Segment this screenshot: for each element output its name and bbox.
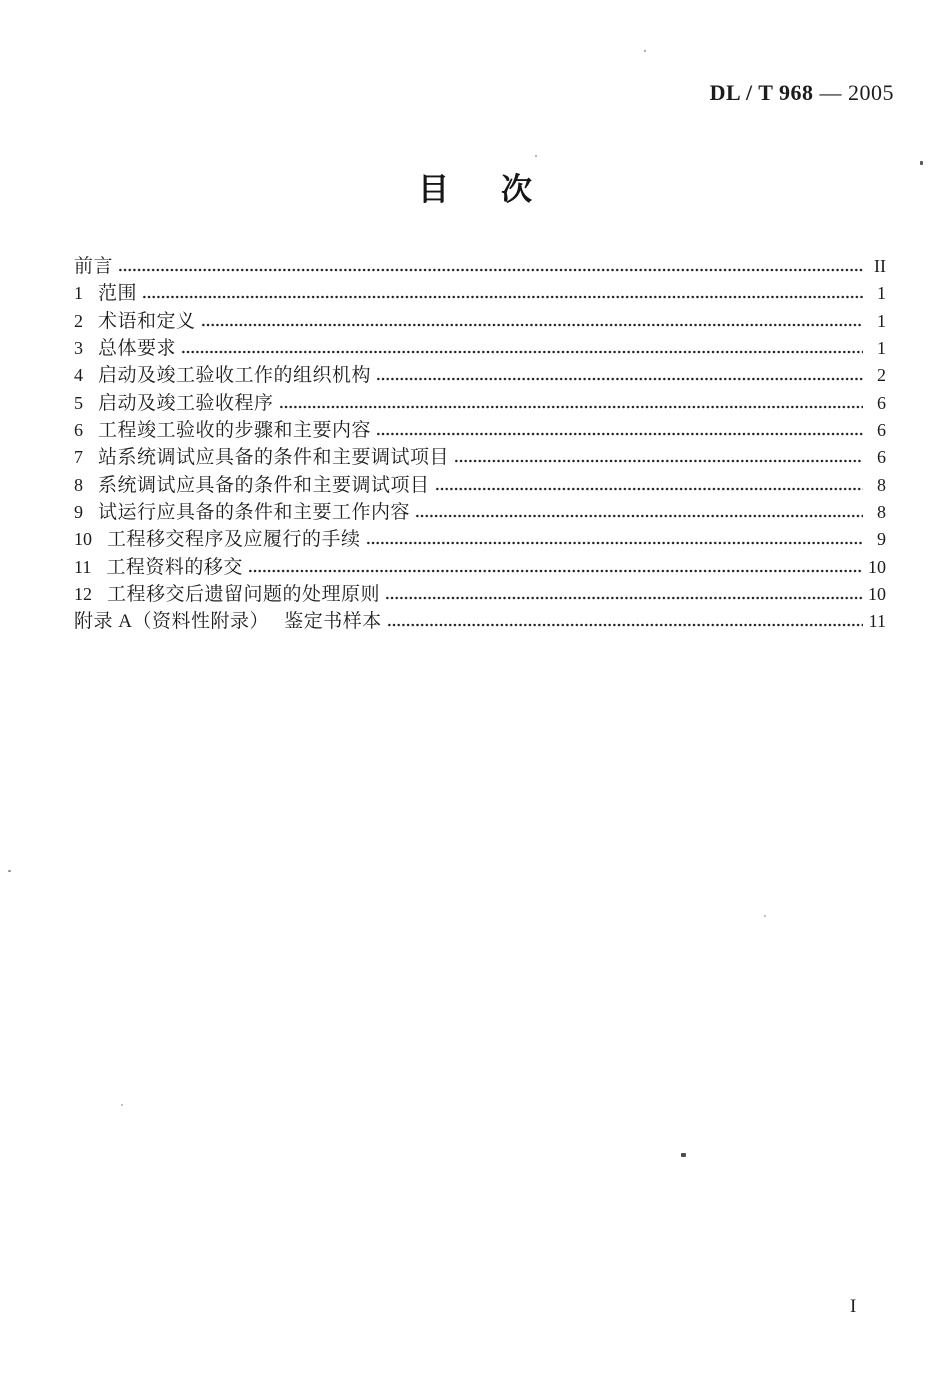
- toc-entry-page: 6: [877, 392, 886, 413]
- scan-speck: [644, 50, 646, 52]
- toc-entry-number: 3: [74, 338, 83, 359]
- toc-row: [74, 442, 886, 469]
- standard-code: [710, 80, 894, 106]
- dot-leader: [415, 512, 863, 518]
- toc-entry-number: 5: [74, 392, 83, 413]
- toc-row: [74, 333, 886, 360]
- toc-row: [74, 524, 886, 551]
- toc-row: [74, 306, 886, 333]
- toc-row: [74, 497, 886, 524]
- page-title: [0, 164, 950, 209]
- dot-leader: [376, 375, 863, 381]
- toc-row: [74, 579, 886, 606]
- toc-entry-page: II: [874, 256, 886, 276]
- standard-code-year: — 2005: [819, 80, 894, 105]
- dot-leader: [248, 567, 863, 573]
- toc-row: [74, 470, 886, 497]
- toc-entry-page: 10: [868, 556, 886, 577]
- toc-entry-label: 总体要求: [98, 338, 177, 360]
- toc-entry-page: 11: [868, 611, 886, 632]
- toc-entry-page: 8: [877, 474, 886, 495]
- dot-leader: [376, 430, 863, 436]
- dot-leader: [435, 485, 863, 491]
- dot-leader: [366, 539, 863, 545]
- toc-row: [74, 360, 886, 387]
- toc-entry-number: 11: [74, 556, 92, 577]
- toc-entry-label: 工程资料的移交: [106, 556, 243, 578]
- toc-entry-label: 系统调试应具备的条件和主要调试项目: [98, 474, 430, 496]
- dot-leader: [454, 457, 863, 463]
- footer-page-number: I: [850, 1296, 857, 1317]
- dot-leader: [201, 321, 863, 327]
- toc-row: [74, 251, 886, 278]
- toc-entry-label: 启动及竣工验收程序: [98, 392, 274, 414]
- scan-speck: [535, 155, 537, 157]
- dot-leader: [142, 293, 863, 299]
- toc-entry-label: 启动及竣工验收工作的组织机构: [98, 365, 372, 387]
- toc-entry-page: 9: [877, 529, 886, 550]
- dot-leader: [279, 403, 863, 409]
- toc-entry-label: 术语和定义: [98, 310, 196, 332]
- dot-leader: [181, 348, 863, 354]
- toc-entry-number: 7: [74, 447, 83, 468]
- toc-entry-number: 6: [74, 420, 83, 441]
- toc-entry-page: 10: [868, 584, 886, 605]
- toc-entry-page: 6: [877, 420, 886, 441]
- scan-speck: [764, 915, 766, 917]
- toc-entry-page: 1: [877, 310, 886, 331]
- toc-entry-label: 范围: [98, 283, 138, 305]
- toc-row: [74, 415, 886, 442]
- toc-list: [74, 251, 886, 634]
- dot-leader: [118, 266, 863, 272]
- toc-entry-page: 6: [877, 447, 886, 468]
- toc-entry-page: 2: [877, 365, 886, 386]
- toc-entry-number: 12: [74, 584, 92, 605]
- toc-entry-label: 前言: [74, 256, 114, 277]
- toc-entry-label: 工程移交后遗留问题的处理原则: [107, 584, 381, 606]
- toc-entry-label: 站系统调试应具备的条件和主要调试项目: [98, 447, 450, 469]
- toc-entry-label: 工程移交程序及应履行的手续: [107, 529, 361, 551]
- toc-row: [74, 606, 886, 633]
- scan-speck: [121, 1104, 123, 1106]
- toc-entry-number: 2: [74, 310, 83, 331]
- toc-entry-page: 8: [877, 502, 886, 523]
- scan-speck: [920, 161, 923, 165]
- toc-entry-page: 1: [877, 338, 886, 359]
- toc-entry-number: 10: [74, 529, 92, 550]
- dot-leader: [385, 594, 863, 600]
- toc-row: [74, 552, 886, 579]
- toc-row: [74, 278, 886, 305]
- standard-code-number: DL / T 968: [709, 80, 814, 105]
- toc-entry-number: 4: [74, 365, 83, 386]
- page-title-char-1: 目: [418, 172, 449, 207]
- toc-entry-label: 试运行应具备的条件和主要工作内容: [98, 502, 411, 524]
- toc-entry-number: 8: [74, 474, 83, 495]
- toc-entry-page: 1: [877, 283, 886, 304]
- toc-row: [74, 388, 886, 415]
- toc-entry-number: 9: [74, 502, 83, 523]
- toc-entry-label: 工程竣工验收的步骤和主要内容: [98, 420, 372, 442]
- toc-entry-label: 附录 A（资料性附录） 鉴定书样本: [74, 611, 382, 633]
- toc-entry-number: 1: [74, 283, 83, 304]
- dot-leader: [387, 621, 863, 627]
- page-title-char-2: 次: [501, 172, 532, 207]
- scan-speck: [681, 1153, 686, 1157]
- scan-speck: [8, 870, 11, 872]
